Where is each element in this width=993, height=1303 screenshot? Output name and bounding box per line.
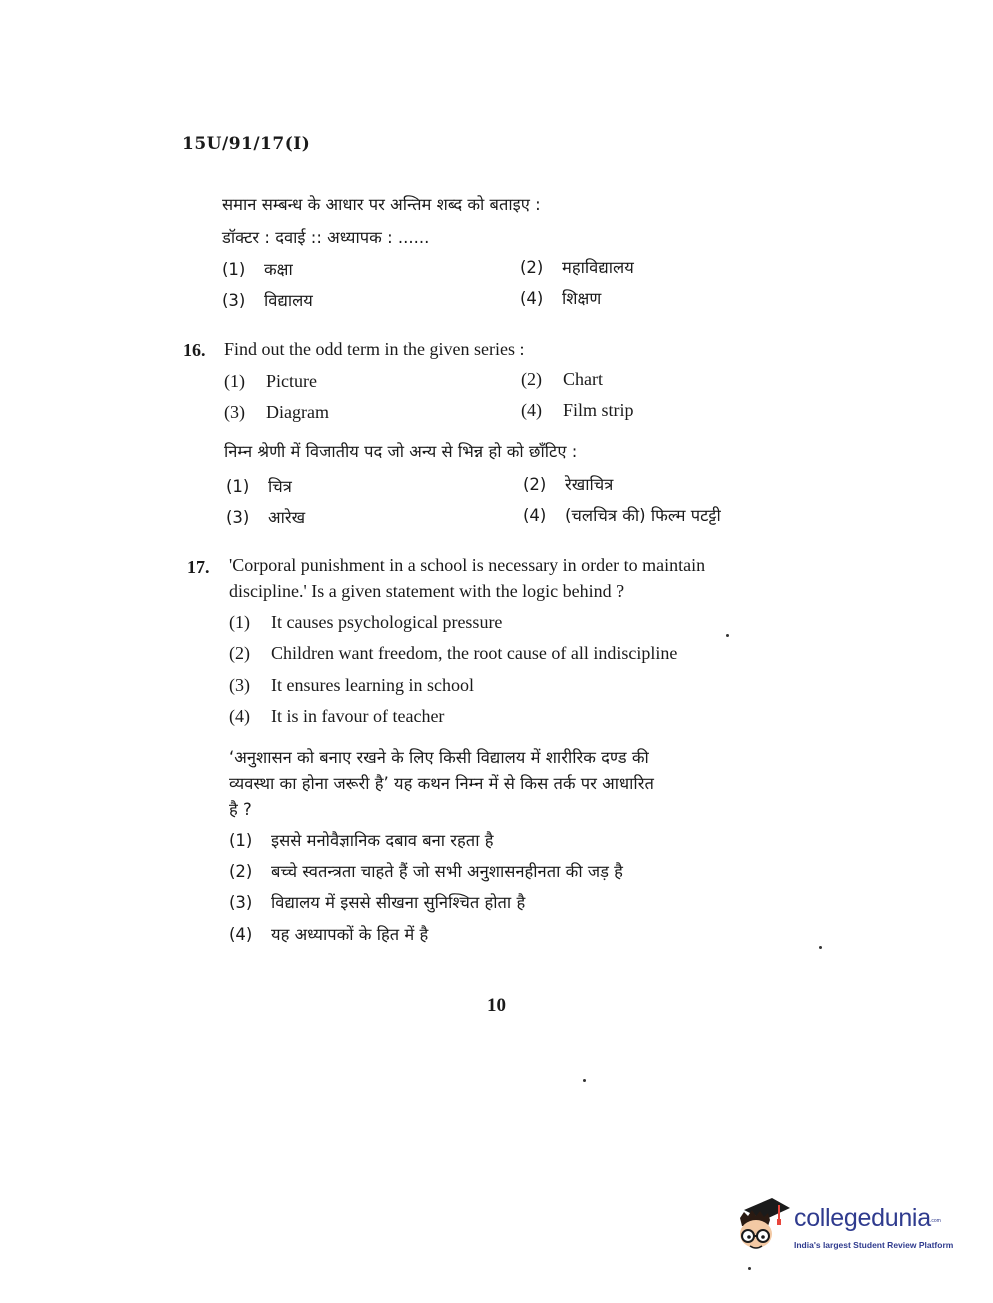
logo-suffix: .com [930,1218,941,1224]
q16-option-en-3: (3) Diagram [224,402,329,422]
q17-question-en-line2: discipline.' Is a given statement with the logic behind ? [229,581,625,601]
paper-code: 15U/91/17(I) [182,134,311,154]
q17-option-hi-4: (4) यह अध्यापकों के हित में है [229,925,429,944]
student-mascot-icon [734,1196,792,1260]
q16-option-en-4: (4) Film strip [521,400,634,420]
page-number: 10 [487,995,506,1016]
q15-question-hi: समान सम्बन्ध के आधार पर अन्तिम शब्द को बताइए : [222,195,541,214]
logo-wordmark: collegedunia [794,1204,931,1232]
q17-question-en-line1: 'Corporal punishment in a school is necessary in order to maintain [229,555,706,575]
collegedunia-logo [734,1196,962,1260]
logo-tagline: India's largest Student Review Platform [794,1240,954,1250]
q15-option-3: (3) विद्यालय [222,291,313,310]
scan-speck [748,1267,751,1270]
q17-option-en-2: (2) Children want freedom, the root cause of all indiscipline [229,643,678,663]
q17-option-hi-3: (3) विद्यालय में इससे सीखना सुनिश्चित होता है [229,893,526,912]
q16-number: 16. [183,340,206,360]
q16-option-en-2: (2) Chart [521,369,603,389]
q16-option-hi-3: (3) आरेख [226,508,306,527]
q17-option-hi-1: (1) इससे मनोवैज्ञानिक दबाव बना रहता है [229,831,494,850]
q17-question-hi-line3: है ? [229,800,252,819]
q17-option-en-4: (4) It is in favour of teacher [229,706,445,726]
scan-speck [726,634,729,637]
q16-option-hi-2: (2) रेखाचित्र [523,475,614,494]
q17-number: 17. [187,557,210,577]
q15-option-4: (4) शिक्षण [520,289,602,308]
q15-option-2: (2) महाविद्यालय [520,258,634,277]
q15-analogy: डॉक्टर : दवाई :: अध्यापक : ...... [222,228,430,247]
q17-question-hi-line2: व्यवस्था का होना जरूरी है’ यह कथन निम्न में से किस तर्क पर आधारित [229,774,654,793]
q17-question-hi-line1: ‘अनुशासन को बनाए रखने के लिए किसी विद्यालय में शारीरिक दण्ड की [229,748,649,767]
q16-question-hi: निम्न श्रेणी में विजातीय पद जो अन्य से भिन्न हो को छाँटिए : [224,442,578,461]
q15-option-1: (1) कक्षा [222,260,293,279]
q16-option-hi-4: (4) (चलचित्र की) फिल्म पटट्टी [523,506,721,525]
q17-option-en-3: (3) It ensures learning in school [229,675,474,695]
q16-option-en-1: (1) Picture [224,371,317,391]
q16-question-en: Find out the odd term in the given series : [224,339,525,359]
scan-speck [819,946,822,949]
q16-option-hi-1: (1) चित्र [226,477,292,496]
q17-option-hi-2: (2) बच्चे स्वतन्त्रता चाहते हैं जो सभी अनुशासनहीनता की जड़ है [229,862,623,881]
scan-speck [583,1079,586,1082]
q17-option-en-1: (1) It causes psychological pressure [229,612,503,632]
